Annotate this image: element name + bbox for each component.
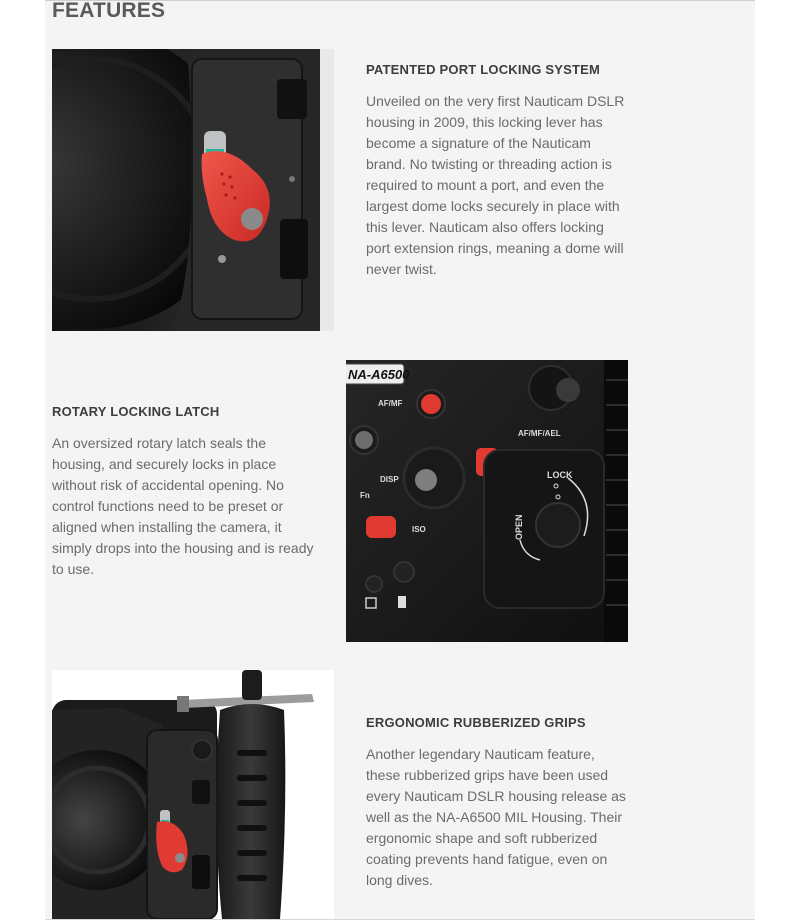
- lock-label: LOCK: [547, 470, 573, 480]
- feature-title: ERGONOMIC RUBBERIZED GRIPS: [366, 715, 586, 730]
- feature-rubberized-grips: [366, 715, 631, 891]
- feature-description: An oversized rotary latch seals the housing, and securely locks in place without risk of accidental opening. No control functions need to be preset or aligned when installing the camera, it simply drops into the housing and is ready to use.: [52, 435, 314, 577]
- feature-title: PATENTED PORT LOCKING SYSTEM: [366, 62, 601, 77]
- disp-label: DISP: [380, 475, 399, 484]
- model-label: NA-A6500: [348, 367, 410, 382]
- af-mf-label: AF/MF: [378, 399, 403, 408]
- iso-label: ISO: [412, 525, 426, 534]
- section-title: FEATURES: [52, 0, 166, 22]
- rotary-latch-photo-icon: [346, 360, 628, 642]
- feature-port-locking: [366, 62, 631, 280]
- port-lock-lever-photo-icon: [52, 49, 334, 331]
- grip-image: [52, 670, 334, 919]
- fn-label: Fn: [360, 491, 370, 500]
- rubberized-grip-photo-icon: [52, 670, 334, 919]
- feature-description: Another legendary Nauticam feature, these rubberized grips have been used every Nauticam DSLR housing release as well as the NA-A6500 MIL Housing. Their ergonomic shape and soft rubberized coating prevents hand fatigue, even on long dives.: [366, 746, 626, 888]
- feature-title: ROTARY LOCKING LATCH: [52, 404, 220, 419]
- feature-rotary-latch: [52, 404, 317, 580]
- rotary-latch-image: [346, 360, 628, 642]
- open-label: OPEN: [514, 514, 524, 540]
- port-lock-image: [52, 49, 334, 331]
- af-mf-ael-label: AF/MF/AEL: [518, 429, 561, 438]
- features-panel: [45, 0, 755, 920]
- feature-description: Unveiled on the very first Nauticam DSLR housing in 2009, this locking lever has become a signature of the Nauticam brand. No twisting or threading action is required to mount a port, and even the largest dome locks securely in place with this lever. Nauticam also offers locking port extension rings, meaning a dome will never twist.: [366, 93, 625, 277]
